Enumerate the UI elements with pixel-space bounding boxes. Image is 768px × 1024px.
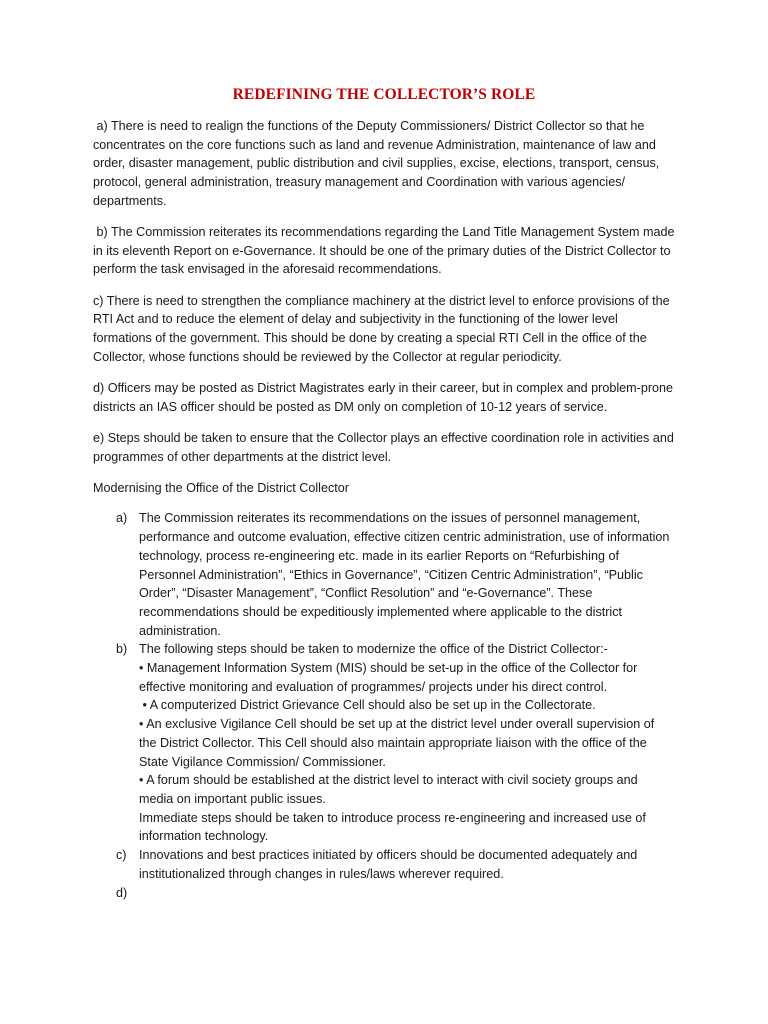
paragraph-d: d) Officers may be posted as District Magistrates early in their career, but in complex and problem-prone districts an IAS officer should be posted as DM only on completion of 10-12 years of service. [93,380,674,414]
paragraph-a: a) There is need to realign the functions of the Deputy Commissioners/ District Collector so that he concentrates on the core functions such as land and revenue Administration, maintenance of law and order, disaster management, public distribution and civil supplies, excise, elections, transport, census, protocol, general administration, treasury management and Coordination with various agencies/ departments. [93,119,663,208]
bullet-grievance-cell: • A computerized District Grievance Cell should also be set up in the Collectorate. [139,698,596,713]
list-marker: a) [116,511,128,526]
bullet-mis: • Management Information System (MIS) should be set-up in the office of the Collector for effective monitoring and evaluation of programmes/ projects under his direct control. [139,661,638,694]
process-reengineering-text: Immediate steps should be taken to introduce process re-engineering and increased use of information technology. [139,810,646,844]
list-item [93,640,675,846]
list-item-text: The following steps should be taken to modernize the office of the District Collector:- [139,642,608,657]
document-body [93,117,678,902]
list-item-text: The Commission reiterates its recommendations on the issues of personnel management, performance and outcome evaluation, effective citizen centric administration, use of information technology, process re-engineering etc. made in its earlier Reports on “Refurbishing of Personnel Administration”, “Ethics in Governance”, “Citizen Centric Administration”, “Public Order”, “Disaster Management”, “Conflict Resolution” and “e-Governance”. These recommendations should be expeditiously implemented where applicable to the district administration. [139,511,670,638]
list-marker: c) [116,848,127,863]
list-marker: d) [116,885,128,900]
list-item [93,884,675,903]
list-item [93,846,675,883]
bullet-forum: • A forum should be established at the district level to interact with civil society groups and media on important public issues. [139,773,638,806]
section-heading: Modernising the Office of the District Collector [93,480,349,495]
list-marker: b) [116,642,128,657]
paragraph-c: c) There is need to strengthen the compliance machinery at the district level to enforce provisions of the RTI Act and to reduce the element of delay and subjectivity in the functioning of the lower level formations of the government. This should be done by creating a special RTI Cell in the office of the Collector, whose functions should be reviewed by the Collector at regular periodicity. [93,293,670,364]
page-title: REDEFINING THE COLLECTOR’S ROLE [232,86,536,103]
paragraph-b: b) The Commission reiterates its recommendations regarding the Land Title Management System made in its eleventh Report on e-Governance. It should be one of the primary duties of the District Collector to perform the task envisaged in the aforesaid recommendations. [93,225,678,277]
modernising-list [93,509,675,902]
list-item [93,509,675,640]
list-item-text: Innovations and best practices initiated by officers should be documented adequately and institutionalized through changes in rules/laws wherever required. [139,848,638,881]
list-item-text [139,884,675,903]
paragraph-e: e) Steps should be taken to ensure that the Collector plays an effective coordination role in activities and programmes of other departments at the district level. [93,430,674,464]
bullet-vigilance-cell: • An exclusive Vigilance Cell should be set up at the district level under overall supervision of the District Collector. This Cell should also maintain appropriate liaison with the office of the State Vigilance Commission/ Commissioner. [139,717,655,769]
